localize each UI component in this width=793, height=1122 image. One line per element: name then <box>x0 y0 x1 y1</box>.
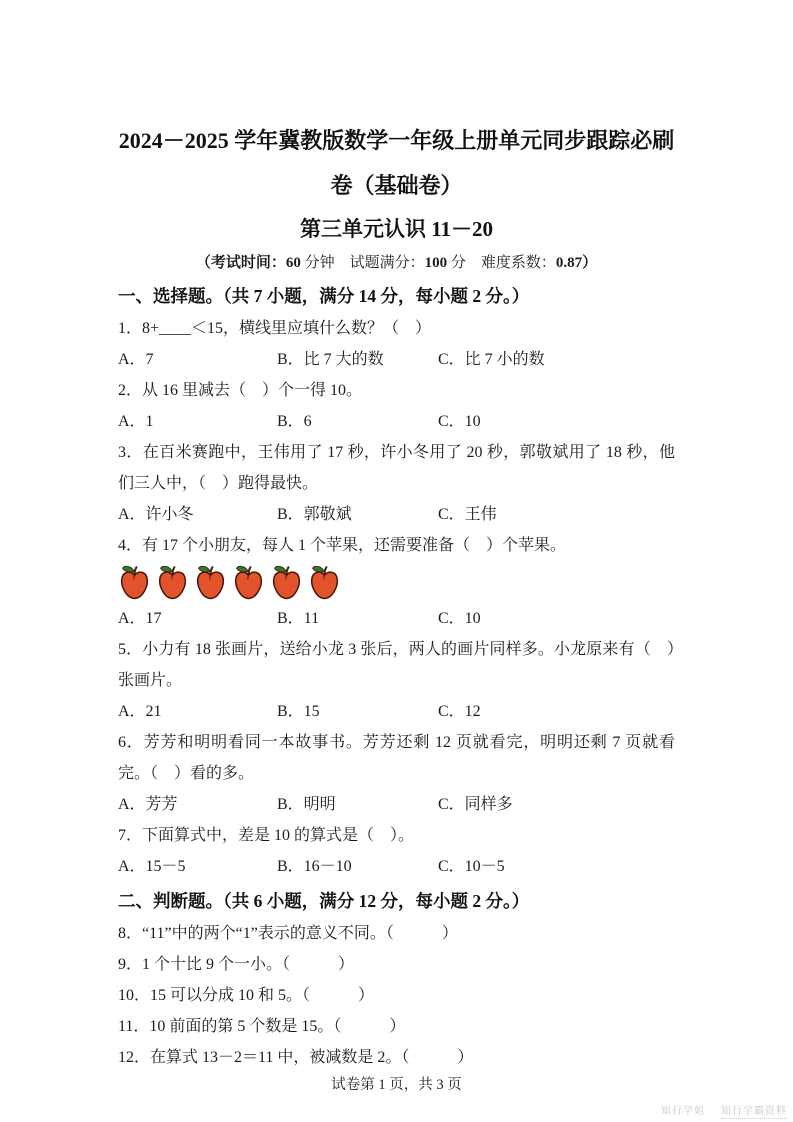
question-3-options <box>118 499 675 530</box>
question-2-option-b: B．6 <box>277 413 312 430</box>
question-5-option-a: A．21 <box>118 703 162 720</box>
question-2-option-a: A．1 <box>118 413 154 430</box>
question-3-option-c: C．王伟 <box>438 506 497 523</box>
apple-icon <box>156 563 189 601</box>
exam-info-line <box>118 249 675 277</box>
question-1-text: 1．8+____＜15，横线里应填什么数？（ ） <box>118 320 432 337</box>
question-4-option-c: C．10 <box>438 610 481 627</box>
question-4-options <box>118 603 675 634</box>
page-footer: 试卷第 1 页，共 3 页 <box>331 1077 462 1093</box>
question-1-option-c: C．比 7 小的数 <box>438 351 545 368</box>
question-6-option-c: C．同样多 <box>438 796 513 813</box>
question-12-text: 12．在算式 13－2＝11 中，被减数是 2。（ ） <box>118 1049 474 1066</box>
question-5-option-c: C．12 <box>438 703 481 720</box>
question-3-option-b: B．郭敬斌 <box>277 506 352 523</box>
watermark <box>661 1102 787 1119</box>
question-3-text: 3．在百米赛跑中，王伟用了 17 秒，许小冬用了 20 秒，郭敬斌用了 18 秒，他们三人中，（ ）跑得最快。 <box>118 444 675 492</box>
info-difficulty-value: 0.87 <box>555 255 583 271</box>
question-1-options <box>118 344 675 375</box>
question-5-option-b: B．15 <box>277 703 320 720</box>
info-time-value: 60 <box>285 255 301 271</box>
apple-icon <box>270 563 303 601</box>
apple-icon <box>118 563 151 601</box>
section-judge-heading: 二、判断题。（共 6 小题，满分 12 分，每小题 2 分。） <box>118 891 530 911</box>
apple-icon <box>308 563 341 601</box>
info-difficulty-label: 难度系数： <box>480 255 556 271</box>
question-8-text: 8．“11”中的两个“1”表示的意义不同。（ ） <box>118 925 458 942</box>
info-score-unit: 分 <box>447 255 481 271</box>
section-choice-heading: 一、选择题。（共 7 小题，满分 14 分，每小题 2 分。） <box>118 286 530 306</box>
question-9-text: 9．1 个十比 9 个一小。（ ） <box>118 956 355 973</box>
question-5-text: 5．小力有 18 张画片，送给小龙 3 张后，两人的画片同样多。小龙原来有（ ）张画片。 <box>118 641 675 689</box>
question-4-text: 4．有 17 个小朋友，每人 1 个苹果，还需要准备（ ）个苹果。 <box>118 537 567 554</box>
question-2-option-c: C．10 <box>438 413 481 430</box>
question-6-options <box>118 789 675 820</box>
info-open-paren: （ <box>195 255 211 271</box>
exam-title <box>118 118 675 208</box>
info-close-paren: ） <box>582 255 598 271</box>
question-6-option-b: B．明明 <box>277 796 336 813</box>
watermark-text-2: 知行学霸资料 <box>721 1102 787 1119</box>
info-time-label: 考试时间： <box>210 255 286 271</box>
info-score-label: 试题满分： <box>349 255 425 271</box>
question-1-option-a: A．7 <box>118 351 154 368</box>
unit-title: 第三单元认识 11－20 <box>299 217 494 241</box>
question-6-text: 6．芳芳和明明看同一本故事书。芳芳还剩 12 页就看完，明明还剩 7 页就看完。（ ）看的多。 <box>118 734 675 782</box>
watermark-text-1: 知行学姐 <box>661 1106 705 1117</box>
question-7-text: 7．下面算式中，差是 10 的算式是（ ）。 <box>118 827 415 844</box>
exam-title-line1: 2024－2025 学年冀教版数学一年级上册单元同步跟踪必刷 <box>118 128 675 153</box>
exam-title-line2: 卷（基础卷） <box>330 173 463 198</box>
question-3-option-a: A．许小冬 <box>118 506 194 523</box>
apple-icon <box>232 563 265 601</box>
apples-figure <box>118 561 675 603</box>
question-6-option-a: A．芳芳 <box>118 796 178 813</box>
question-7-options <box>118 851 675 882</box>
question-4-option-b: B．11 <box>277 610 320 627</box>
question-1-option-b: B．比 7 大的数 <box>277 351 384 368</box>
question-5-options <box>118 696 675 727</box>
info-score-value: 100 <box>424 255 448 271</box>
question-7-option-b: B．16－10 <box>277 858 352 875</box>
question-7-option-c: C．10－5 <box>438 858 505 875</box>
apple-icon <box>194 563 227 601</box>
question-2-options <box>118 406 675 437</box>
question-2-text: 2．从 16 里减去（ ）个一得 10。 <box>118 382 363 399</box>
question-4-option-a: A．17 <box>118 610 162 627</box>
question-7-option-a: A．15－5 <box>118 858 186 875</box>
question-10-text: 10．15 可以分成 10 和 5。（ ） <box>118 987 375 1004</box>
exam-content <box>118 118 675 1073</box>
question-11-text: 11．10 前面的第 5 个数是 15。（ ） <box>118 1018 406 1035</box>
info-time-unit: 分钟 <box>300 255 350 271</box>
